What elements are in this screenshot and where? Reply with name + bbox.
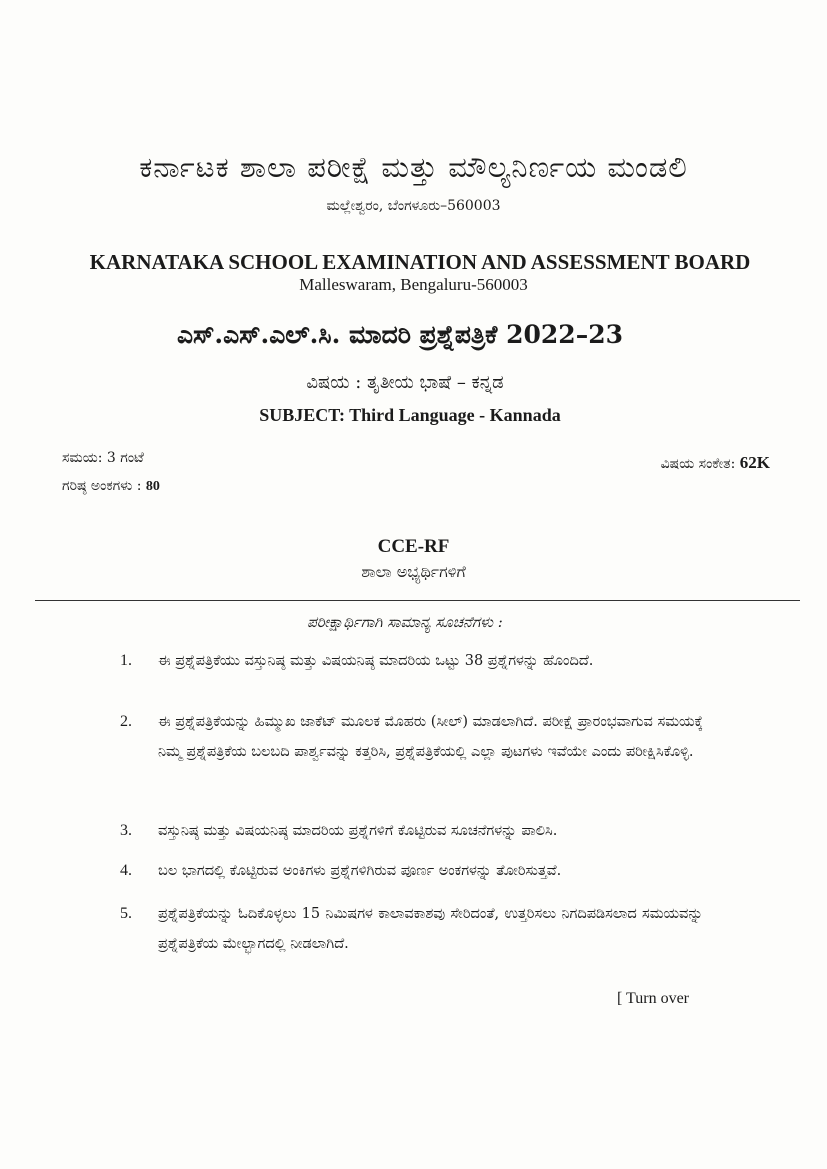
time-allowed xyxy=(62,450,144,466)
instruction-text: ಈ ಪ್ರಶ್ನೆಪತ್ರಿಕೆಯು ವಸ್ತುನಿಷ್ಠ ಮತ್ತು ವಿಷಯನಿಷ್ಠ ಮಾದರಿಯ ಒಟ್ಟು 38 ಪ್ರಶ್ನೆಗಳನ್ನು ಹೊಂದಿದೆ. xyxy=(158,653,594,669)
subject-english: SUBJECT: Third Language - Kannada xyxy=(259,405,561,425)
instruction-number: 1. xyxy=(120,652,132,669)
instruction-number: 2. xyxy=(120,713,132,730)
time-value: 3 ಗಂಟೆ xyxy=(106,450,144,466)
instruction-text: ಬಲ ಭಾಗದಲ್ಲಿ ಕೊಟ್ಟಿರುವ ಅಂಕಿಗಳು ಪ್ರಶ್ನೆಗಳಿಗಿರುವ ಪೂರ್ಣ ಅಂಕಗಳನ್ನು ತೋರಿಸುತ್ತವೆ. xyxy=(158,863,562,879)
turn-over-note: [ Turn over xyxy=(617,990,690,1007)
english-board-name: KARNATAKA SCHOOL EXAMINATION AND ASSESSMENT BOARD xyxy=(89,250,751,274)
instruction-number: 5. xyxy=(120,905,132,922)
instruction-number: 4. xyxy=(120,862,132,879)
subject-code-label: ವಿಷಯ ಸಂಕೇತ: xyxy=(660,456,736,472)
max-marks xyxy=(62,478,160,495)
audience-label: ಶಾಲಾ ಅಭ್ಯರ್ಥಿಗಳಿಗೆ xyxy=(361,562,466,581)
kannada-address: ಮಲ್ಲೇಶ್ವರಂ, ಬೆಂಗಳೂರು–560003 xyxy=(326,198,501,214)
subject-kannada: ವಿಷಯ : ತೃತೀಯ ಭಾಷೆ – ಕನ್ನಡ xyxy=(306,372,504,393)
instruction-text: ವಸ್ತುನಿಷ್ಠ ಮತ್ತು ವಿಷಯನಿಷ್ಠ ಮಾದರಿಯ ಪ್ರಶ್ನೆಗಳಿಗೆ ಕೊಟ್ಟಿರುವ ಸೂಚನೆಗಳನ್ನು ಪಾಲಿಸಿ. xyxy=(158,823,558,839)
paper-title: ಎಸ್.ಎಸ್.ಎಲ್.ಸಿ. ಮಾದರಿ ಪ್ರಶ್ನೆಪತ್ರಿಕೆ 2022–23 xyxy=(177,320,623,349)
instruction-text: ಪ್ರಶ್ನೆಪತ್ರಿಕೆಯನ್ನು ಓದಿಕೊಳ್ಳಲು 15 ನಿಮಿಷಗಳ ಕಾಲಾವಕಾಶವು ಸೇರಿದಂತೆ, ಉತ್ತರಿಸಲು ನಿಗದಿಪಡಿಸಲಾದ ಸಮಯವನ್ನು ಪ್ರಶ್ನೆಪತ್ರಿಕೆಯ ಮೇಲ್ಭಾಗದಲ್ಲಿ ನೀಡಲಾಗಿದೆ. xyxy=(158,906,703,952)
section-code: CCE-RF xyxy=(377,536,450,557)
time-label: ಸಮಯ: xyxy=(62,450,103,466)
max-marks-value: 80 xyxy=(145,479,160,494)
kannada-board-name: ಕರ್ನಾಟಕ ಶಾಲಾ ಪರೀಕ್ಷೆ ಮತ್ತು ಮೌಲ್ಯನಿರ್ಣಯ ಮಂಡಲಿ xyxy=(139,150,688,184)
max-marks-label: ಗರಿಷ್ಠ ಅಂಕಗಳು : xyxy=(62,478,142,494)
instruction-number: 3. xyxy=(120,822,132,839)
divider xyxy=(35,600,800,601)
subject-code xyxy=(661,453,770,473)
instructions-heading: ಪರೀಕ್ಷಾರ್ಥಿಗಾಗಿ ಸಾಮಾನ್ಯ ಸೂಚನೆಗಳು : xyxy=(307,613,503,631)
english-address: Malleswaram, Bengaluru-560003 xyxy=(299,275,528,294)
subject-code-value: 62K xyxy=(739,453,770,472)
instruction-text: ಈ ಪ್ರಶ್ನೆಪತ್ರಿಕೆಯನ್ನು ಹಿಮ್ಮುಖ ಜಾಕೆಟ್ ಮೂಲಕ ಮೊಹರು (ಸೀಲ್) ಮಾಡಲಾಗಿದೆ. ಪರೀಕ್ಷೆ ಪ್ರಾರಂಭವಾಗುವ ಸಮಯಕ್ಕೆ ನಿಮ್ಮ ಪ್ರಶ್ನೆಪತ್ರಿಕೆಯ ಬಲಬದಿ ಪಾರ್ಶ್ವವನ್ನು ಕತ್ತರಿಸಿ, ಪ್ರಶ್ನೆಪತ್ರಿಕೆಯಲ್ಲಿ ಎಲ್ಲಾ ಪುಟಗಳು ಇವೆಯೇ ಎಂದು ಪರೀಕ್ಷಿಸಿಕೊಳ್ಳಿ. xyxy=(158,714,703,760)
